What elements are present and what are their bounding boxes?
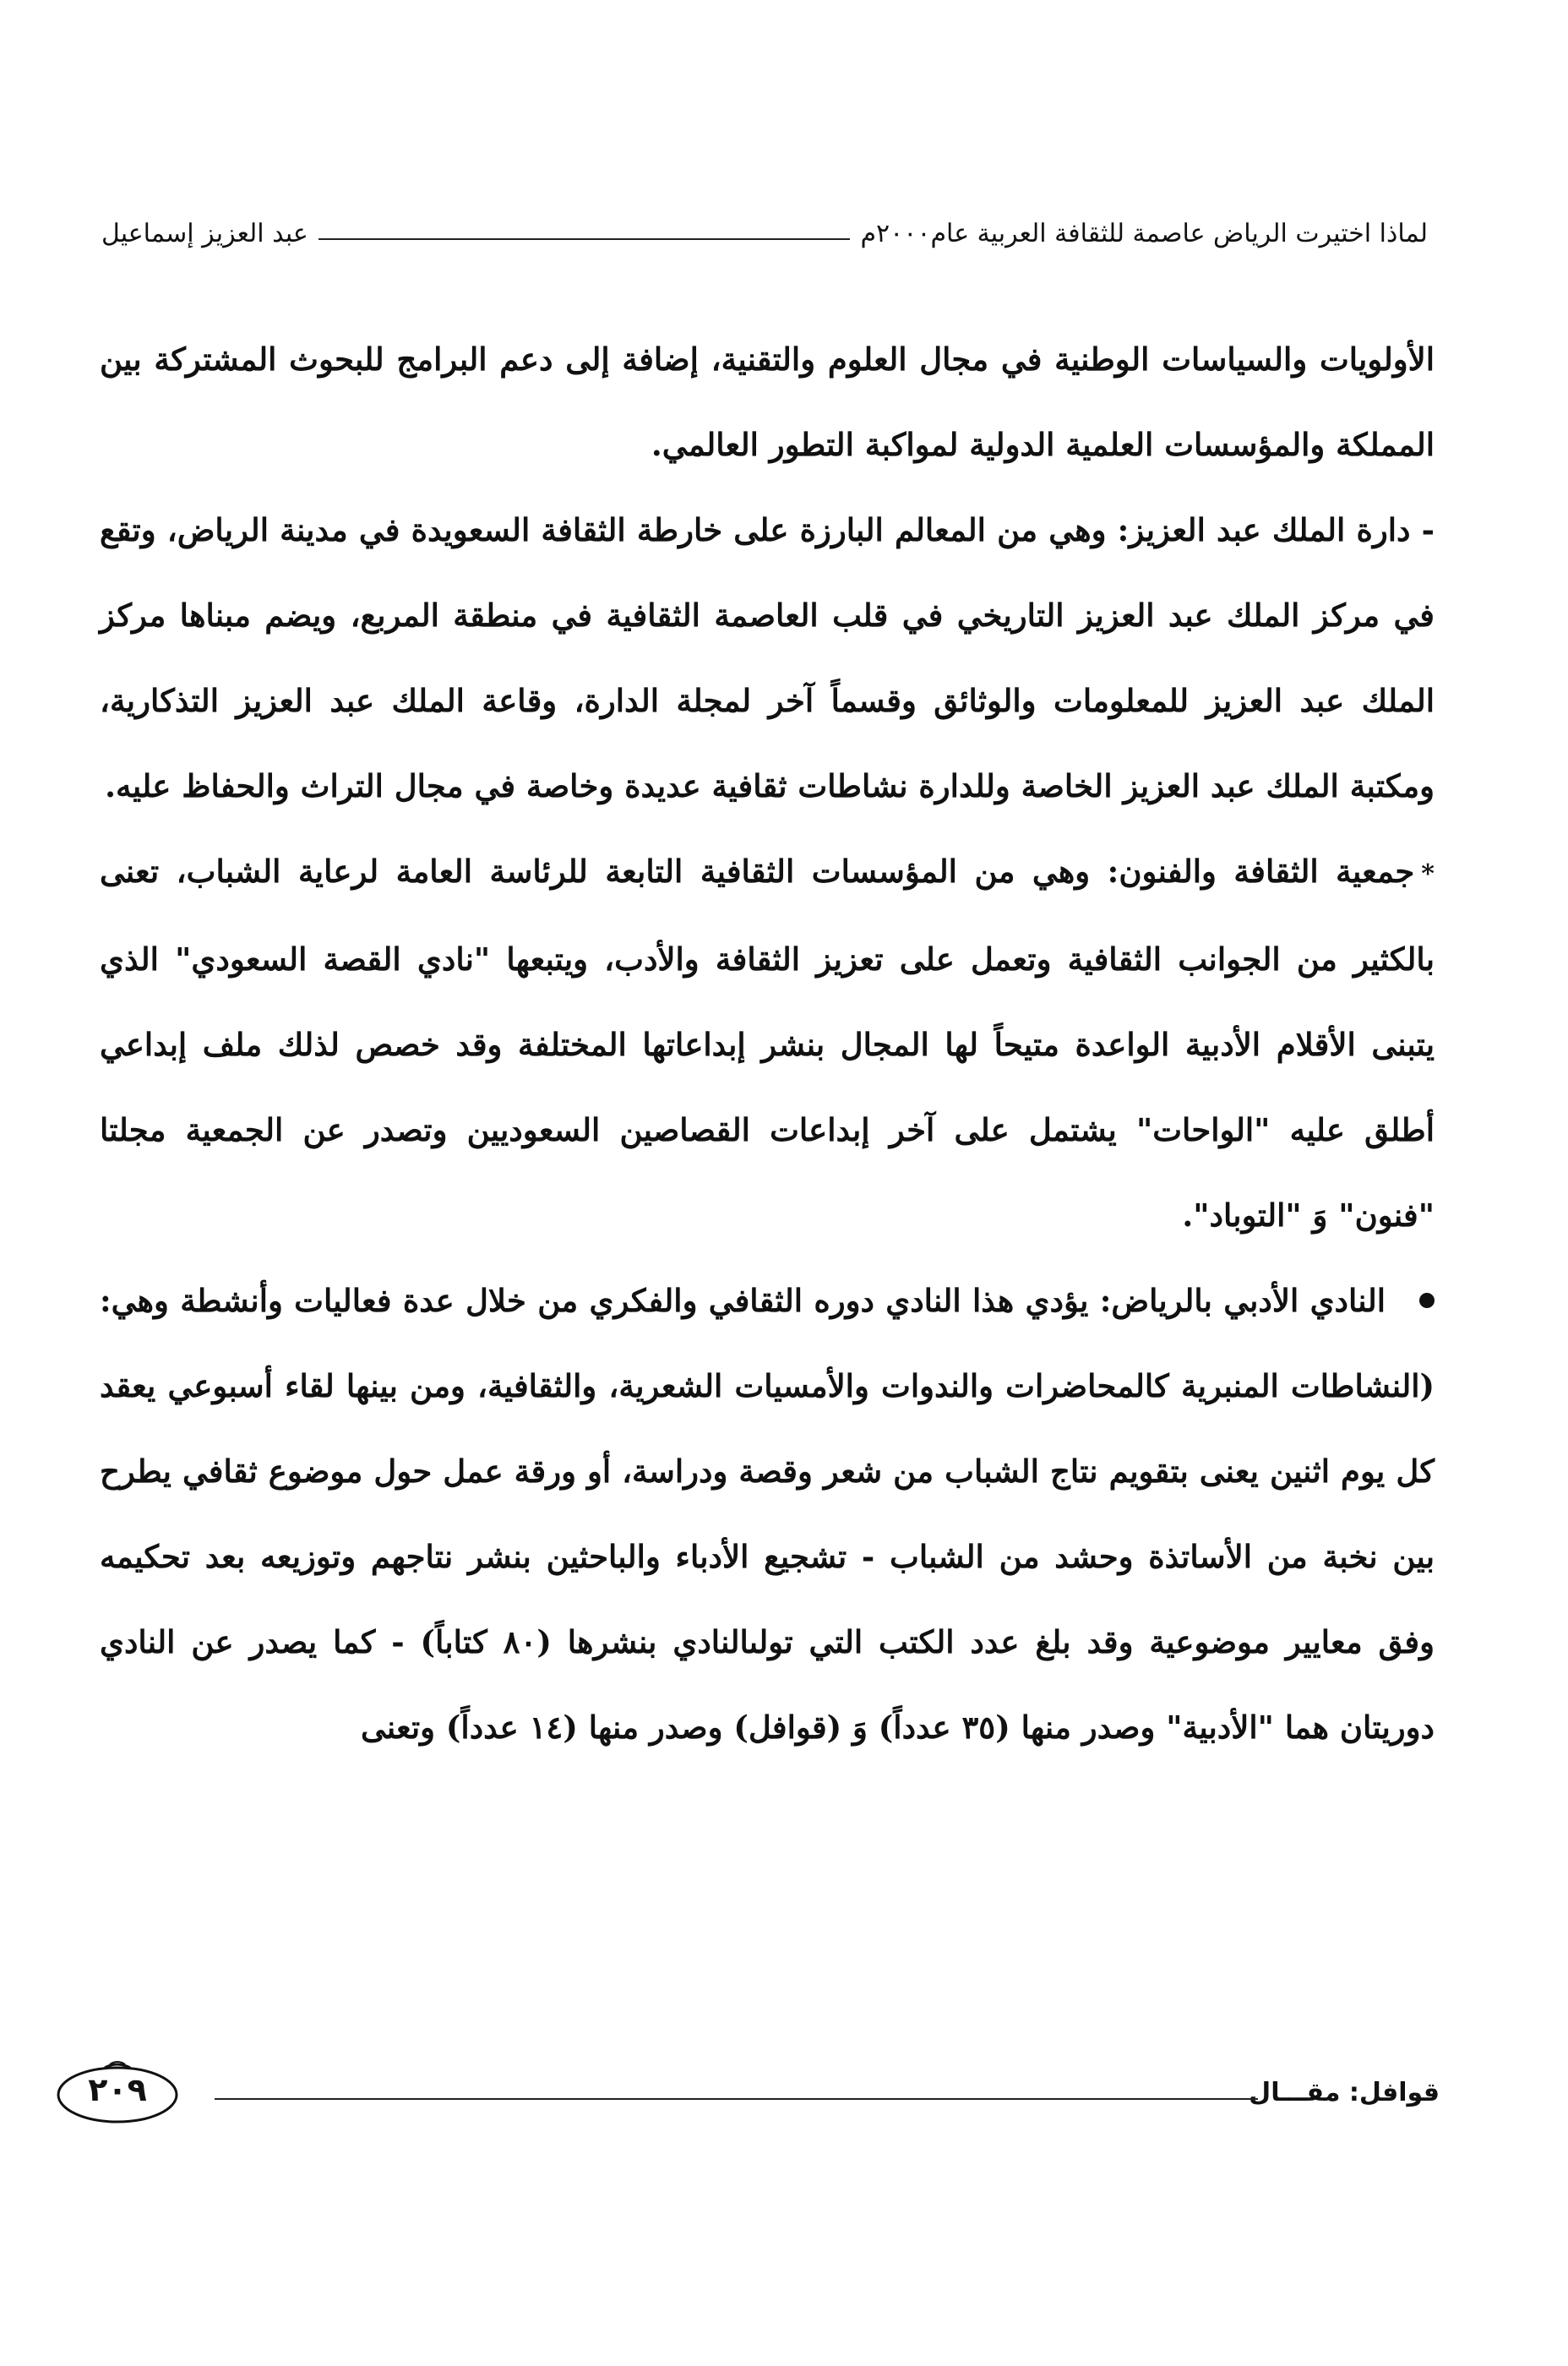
running-header: [101, 213, 1428, 255]
footer-journal-label: قوافل: مقـــال: [1249, 2078, 1440, 2107]
paragraph-darah-king-abdulaziz: - دارة الملك عبد العزيز: وهي من المعالم البارزة على خارطة الثقافة السعويدة في مدينة الرياض، وتقع في مركز الملك عبد العزيز التاريخي في قلب العاصمة الثقافية في منطقة المربع، ويضم مبناها مركز الملك عبد العزيز للمعلومات والوثائق وقسماً آخر لمجلة الدارة، وقاعة الملك عبد العزيز التذكارية، ومكتبة الملك عبد العزيز الخاصة وللدارة نشاطات ثقافية عديدة وخاصة في مجال التراث والحفاظ عليه.: [100, 511, 1435, 804]
star-mark: *: [1421, 859, 1435, 889]
paragraph-culture-arts-text: جمعية الثقافة والفنون: وهي من المؤسسات الثقافية التابعة للرئاسة العامة لرعاية الشباب، تعنى بالكثير من الجوانب الثقافية وتعمل على تعزيز الثقافة والأدب، ويتبعها "نادي القصة السعودي" الذي يتبنى الأقلام الأدبية الواعدة متيحاً لها المجال بنشر إبداعاتها المختلفة وقد خصص لذلك ملف إبداعي أطلق عليه "الواحات" يشتمل على آخر إبداعات القصاصين السعوديين وتصدر عن الجمعية مجلتا "فنون" وَ "التوباد".: [100, 853, 1435, 1234]
header-author: عبد العزيز إسماعيل: [101, 219, 308, 248]
header-title: لماذا اختيرت الرياض عاصمة للثقافة العربية عام٢٠٠٠م: [860, 219, 1428, 248]
page-footer: [54, 2058, 1440, 2134]
paragraph-literary-club-text: النادي الأدبي بالرياض: يؤدي هذا النادي دوره الثقافي والفكري من خلال عدة فعاليات وأنشطة وهي: (النشاطات المنبرية كالمحاضرات والندوات والأمسيات الشعرية، والثقافية، ومن بينها لقاء أسبوعي يعقد كل يوم اثنين يعنى بتقويم نتاج الشباب من شعر وقصة ودراسة، أو ورقة عمل حول موضوع ثقافي يطرح بين نخبة من الأساتذة وحشد من الشباب - تشجيع الأدباء والباحثين بنشر نتاجهم وتوزيعه بعد تحكيمه وفق معايير موضوعية وقد بلغ عدد الكتب التي تولىالنادي بنشرها (٨٠ كتاباً) - كما يصدر عن النادي دوريتان هما "الأدبية" وصدر منها (٣٥ عدداً) وَ (قوافل) وصدر منها (١٤ عدداً) وتعنى: [100, 1282, 1435, 1746]
bullet-icon: [1419, 1293, 1435, 1308]
paragraph-research-priorities: الأولويات والسياسات الوطنية في مجال العلوم والتقنية، إضافة إلى دعم البرامج للبحوث المشتركة بين المملكة والمؤسسات العلمية الدولية لمواكبة التطور العالمي.: [100, 341, 1435, 463]
page-number-badge: [54, 2058, 181, 2125]
page-number: ٢٠٩: [88, 2071, 147, 2108]
article-body: [100, 317, 1435, 1770]
paragraph-riyadh-literary-club: [100, 1258, 1435, 1770]
footer-rule: [215, 2098, 1258, 2100]
header-rule: [318, 238, 851, 240]
paragraph-culture-arts-society: [100, 829, 1435, 1258]
